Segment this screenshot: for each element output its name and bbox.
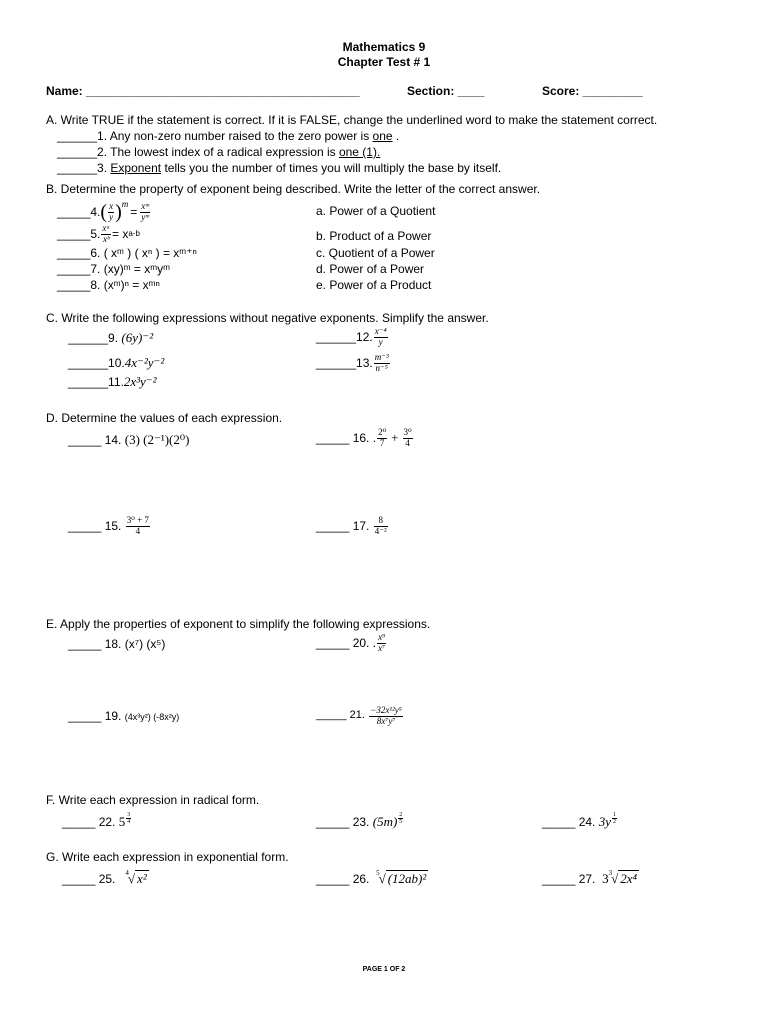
answer-blank[interactable]: _____6. bbox=[57, 246, 101, 260]
answer-blank[interactable]: _____ 20. bbox=[316, 635, 370, 650]
fraction-exponent: $\frac{3}{4}$ bbox=[127, 812, 131, 826]
item-2: ______2. The lowest index of a radical expression is one (1). bbox=[57, 145, 381, 159]
underlined-word: Exponent bbox=[110, 161, 162, 175]
section-field[interactable]: Section: ____ bbox=[407, 84, 485, 98]
test-title: Mathematics 9 bbox=[342, 40, 426, 54]
radical-expression: $^4$√ x² bbox=[125, 869, 147, 886]
section-b-instruction: B. Determine the property of exponent being described. Write the letter of the correct answer. bbox=[46, 182, 541, 196]
answer-blank[interactable]: _____ 14. bbox=[68, 433, 122, 447]
item-1: ______1. Any non-zero number raised to the zero power is one . bbox=[57, 129, 400, 143]
expression: (x⁷) (x⁵) bbox=[124, 637, 166, 651]
fraction: $\frac{\text{x⁹}}{\text{x⁷}}$ bbox=[378, 632, 386, 653]
item-20: _____ 20. . $\frac{\text{x⁹}}{\text{x⁷}}$ bbox=[316, 632, 386, 653]
test-subtitle: Chapter Test # 1 bbox=[337, 55, 431, 69]
item-7: _____7. (xy)ᵐ = xᵐyᵐ bbox=[57, 262, 171, 276]
section-a-instruction: A. Write TRUE if the statement is correct. If it is FALSE, change the underlined word to make the statement correct. bbox=[46, 113, 658, 127]
item-6: _____6. ( xᵐ ) ( xⁿ ) = xᵐ⁺ⁿ bbox=[57, 246, 197, 260]
answer-blank[interactable]: _____ 19. bbox=[68, 709, 122, 723]
item-23: _____ 23. (5m) $\frac{2}{5}$ bbox=[316, 812, 403, 830]
item-10 bbox=[68, 355, 164, 371]
answer-blank[interactable]: _____5. bbox=[57, 226, 101, 241]
answer-blank[interactable]: _____ 21. bbox=[316, 709, 365, 722]
fraction-exponent: $\frac{1}{2}$ bbox=[613, 812, 617, 826]
item-12 bbox=[316, 324, 389, 350]
answer-blank[interactable]: _____ 16. bbox=[316, 430, 370, 445]
answer-blank[interactable]: ______ bbox=[57, 145, 98, 159]
item-4: _____4. ( $\frac{x}{y}$ ) m = $\frac{\text{xᵐ}}{\text{yᵐ}}$ bbox=[57, 199, 149, 223]
answer-blank[interactable]: _____4. bbox=[57, 204, 101, 219]
item-11 bbox=[68, 374, 157, 390]
answer-blank[interactable]: _____ 22. bbox=[62, 814, 116, 829]
fraction: $\frac{\text{xᵃ}}{\text{xᵇ}}$ bbox=[102, 223, 110, 244]
fraction: $\frac{\text{m⁻³}}{\text{n⁻⁵}}$ bbox=[374, 352, 389, 373]
choice-a: a. Power of a Quotient bbox=[316, 204, 436, 218]
section-f-instruction: F. Write each expression in radical form. bbox=[46, 793, 260, 807]
answer-blank[interactable]: ______12. bbox=[316, 329, 373, 344]
fraction: $\frac{\text{xᵐ}}{\text{yᵐ}}$ bbox=[141, 201, 149, 222]
item-3: ______3. Exponent tells you the number of times you will multiply the base by itself. bbox=[57, 161, 502, 175]
answer-blank[interactable]: _____ 25. bbox=[62, 872, 116, 886]
item-17 bbox=[316, 514, 389, 538]
radical-expression: $3^3√$ 2x⁴ bbox=[602, 869, 637, 886]
answer-blank[interactable]: _____ 24. bbox=[542, 814, 596, 829]
answer-blank[interactable]: _____ 15. bbox=[68, 518, 122, 533]
expression: 4x⁻²y⁻² bbox=[124, 355, 165, 370]
item-5: _____5. $\frac{\text{xᵃ}}{\text{xᵇ}}$ = x a-b bbox=[57, 223, 140, 244]
item-14 bbox=[68, 432, 189, 448]
expression: (3) (2⁻¹)(2⁰) bbox=[124, 432, 190, 447]
fraction: $\frac{\text{2⁰}}{7}$ bbox=[378, 427, 387, 448]
item-22: _____ 22. 5 $\frac{3}{4}$ bbox=[62, 812, 131, 830]
answer-blank[interactable]: ______ bbox=[57, 129, 98, 143]
item-15 bbox=[68, 514, 151, 538]
expression: 2x³y⁻² bbox=[123, 374, 157, 389]
answer-blank[interactable]: _____ 26. bbox=[316, 872, 370, 886]
page-number: PAGE 1 OF 2 bbox=[362, 966, 406, 973]
answer-blank[interactable]: _____ 27. bbox=[542, 872, 596, 886]
expression: (6y)⁻² bbox=[121, 330, 154, 345]
choice-e: e. Power of a Product bbox=[316, 278, 432, 292]
item-9 bbox=[68, 330, 153, 346]
fraction: $\frac{x}{y}$ bbox=[109, 201, 114, 222]
item-27 bbox=[542, 869, 639, 887]
score-field[interactable]: Score: _________ bbox=[542, 84, 643, 98]
section-c-instruction: C. Write the following expressions without negative exponents. Simplify the answer. bbox=[46, 311, 489, 325]
answer-blank[interactable]: ______13. bbox=[316, 355, 373, 370]
answer-blank[interactable]: _____7. bbox=[57, 262, 101, 276]
underlined-word: one (1). bbox=[338, 145, 381, 159]
item-19 bbox=[68, 709, 179, 723]
fraction-exponent: $\frac{2}{5}$ bbox=[399, 812, 403, 826]
fraction: $\frac{\text{x⁻⁴}}{y}$ bbox=[374, 326, 387, 347]
item-25 bbox=[62, 869, 149, 887]
radical-expression: $^5$√ (12ab)² bbox=[376, 869, 427, 886]
item-24: _____ 24. 3y $\frac{1}{2}$ bbox=[542, 812, 617, 830]
item-16: _____ 16. . $\frac{\text{2⁰}}{7}$ + $\frac{\text{3⁰}}{4}$ bbox=[316, 427, 412, 448]
fraction: $\frac{\text{−32x¹²y⁵}}{\text{8x⁷y⁷}}$ bbox=[370, 705, 402, 726]
item-26 bbox=[316, 869, 428, 887]
section-d-instruction: D. Determine the values of each expression. bbox=[46, 411, 283, 425]
answer-blank[interactable]: ______11. bbox=[68, 375, 124, 389]
name-field[interactable]: Name: _________________________________________ bbox=[46, 84, 360, 98]
choice-b: b. Product of a Power bbox=[316, 229, 432, 243]
answer-blank[interactable]: _____ 23. bbox=[316, 814, 370, 829]
fraction: $\frac{\text{3⁰ + 7}}{4}$ bbox=[126, 515, 149, 536]
item-8: _____8. (xᵐ)ⁿ = xᵐⁿ bbox=[57, 278, 160, 292]
answer-blank[interactable]: ______ bbox=[57, 161, 98, 175]
answer-blank[interactable]: ______10. bbox=[68, 356, 125, 370]
fraction: $\frac{\text{3⁰}}{4}$ bbox=[403, 427, 412, 448]
section-g-instruction: G. Write each expression in exponential form. bbox=[46, 850, 289, 864]
answer-blank[interactable]: _____8. bbox=[57, 278, 101, 292]
expression: (4x³y²) (-8x²y) bbox=[124, 712, 180, 722]
item-21 bbox=[316, 703, 404, 729]
item-18 bbox=[68, 637, 165, 651]
item-13 bbox=[316, 350, 391, 376]
section-e-instruction: E. Apply the properties of exponent to simplify the following expressions. bbox=[46, 617, 431, 631]
answer-blank[interactable]: _____ 18. bbox=[68, 637, 122, 651]
choice-d: d. Power of a Power bbox=[316, 262, 425, 276]
fraction: $\frac{8}{\text{4⁻²}}$ bbox=[374, 515, 387, 536]
underlined-word: one bbox=[372, 129, 393, 143]
answer-blank[interactable]: _____ 17. bbox=[316, 518, 370, 533]
answer-blank[interactable]: ______9. bbox=[68, 331, 119, 345]
choice-c: c. Quotient of a Power bbox=[316, 246, 435, 260]
